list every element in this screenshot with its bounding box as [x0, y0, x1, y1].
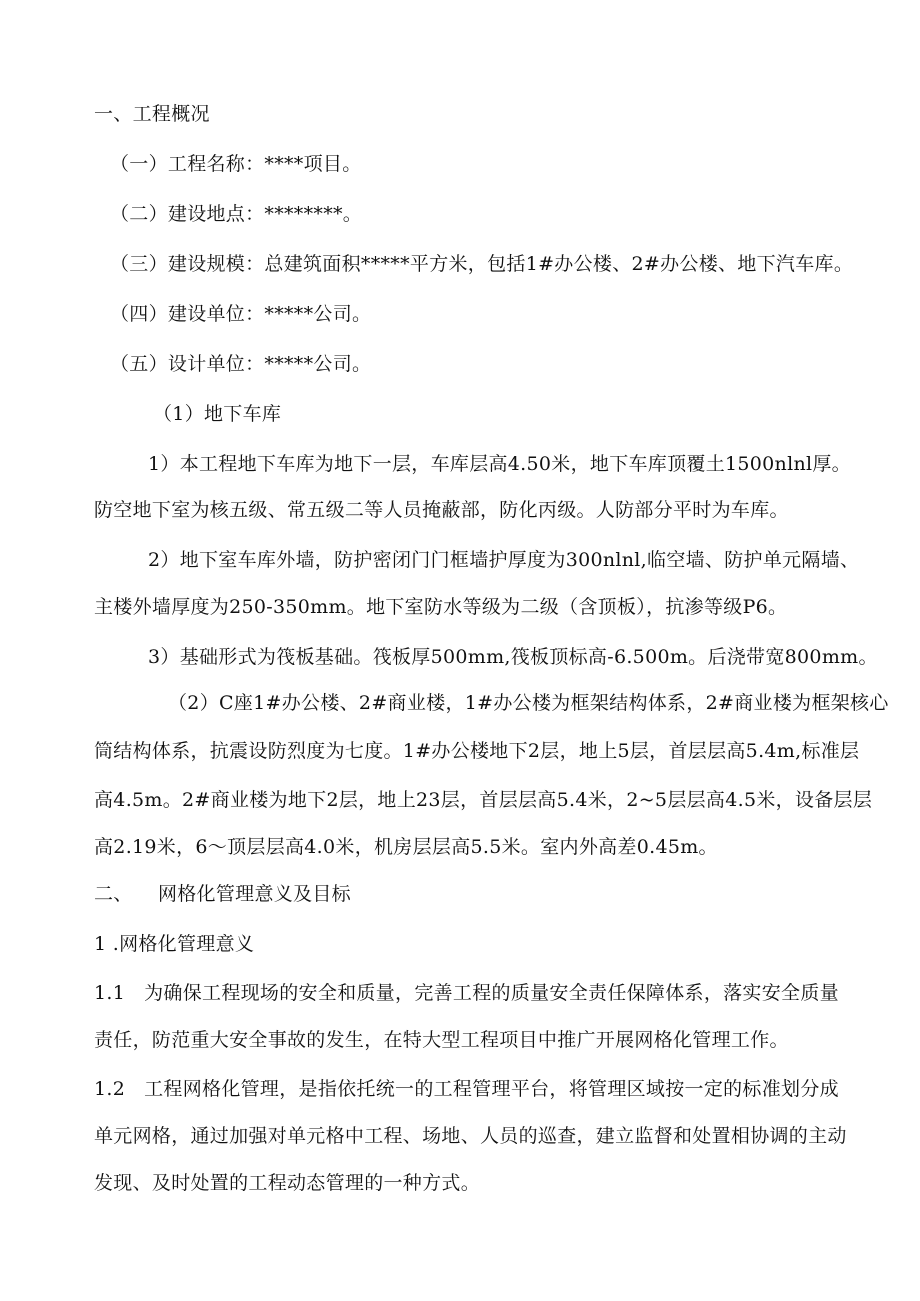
construction-scale-line: （三）建设规模：总建筑面积*****平方米，包括1#办公楼、2#办公楼、地下汽车库。: [110, 253, 854, 275]
paragraph-garage-3: 3）基础形式为筏板基础。筏板厚500mm,筏板顶标高-6.500m。后浇带宽800mm。: [148, 646, 878, 668]
design-unit-line: （五）设计单位：*****公司。: [110, 353, 372, 375]
paragraph-garage-1-line-2: 防空地下室为核五级、常五级二等人员掩蔽部，防化丙级。人防部分平时为车库。: [94, 499, 789, 521]
paragraph-garage-2-line-2: 主楼外墙厚度为250-350mm。地下室防水等级为二级（含顶板），抗渗等级P6。: [94, 596, 788, 618]
section-heading-grid-management: 二、 网格化管理意义及目标: [94, 883, 351, 905]
paragraph-1-1-line-1: 1.1 为确保工程现场的安全和质量，完善工程的质量安全责任保障体系，落实安全质量: [94, 982, 839, 1004]
paragraph-buildings-line-1: （2）C座1#办公楼、2#商业楼，1#办公楼为框架结构体系，2#商业楼为框架核心: [168, 692, 889, 714]
paragraph-buildings-line-4: 高2.19米，6～顶层层高4.0米，机房层层高5.5米。室内外高差0.45m。: [94, 836, 718, 858]
paragraph-garage-2-line-1: 2）地下室车库外墙，防护密闭门门框墙护厚度为300nlnl,临空墙、防护单元隔墙、: [148, 549, 860, 571]
construction-site-line: （二）建设地点：********。: [110, 203, 363, 225]
section-heading-project-overview: 一、工程概况: [94, 103, 210, 125]
paragraph-1-2-line-2: 单元网格，通过加强对单元格中工程、场地、人员的巡查，建立监督和处置相协调的主动: [94, 1125, 847, 1147]
paragraph-buildings-line-3: 高4.5m。2#商业楼为地下2层，地上23层，首层层高5.4米，2~5层层高4.5米，设备层层: [94, 789, 873, 811]
paragraph-buildings-line-2: 筒结构体系，抗震设防烈度为七度。1#办公楼地下2层，地上5层，首层层高5.4m,标准层: [94, 740, 860, 762]
construction-unit-line: （四）建设单位：*****公司。: [110, 303, 372, 325]
paragraph-garage-1-line-1: 1）本工程地下车库为地下一层，车库层高4.50米，地下车库顶覆土1500nlnl厚。: [148, 453, 851, 475]
project-name-line: （一）工程名称：****项目。: [110, 153, 362, 175]
paragraph-1-2-line-1: 1.2 工程网格化管理，是指依托统一的工程管理平台，将管理区域按一定的标准划分成: [94, 1078, 839, 1100]
paragraph-1-2-line-3: 发现、及时处置的工程动态管理的一种方式。: [94, 1172, 481, 1194]
paragraph-1-1-line-2: 责任，防范重大安全事故的发生，在特大型工程项目中推广开展网格化管理工作。: [94, 1029, 789, 1051]
subheading-grid-management-significance: 1 .网格化管理意义: [94, 933, 255, 955]
subheading-underground-garage: （1）地下车库: [153, 403, 282, 425]
